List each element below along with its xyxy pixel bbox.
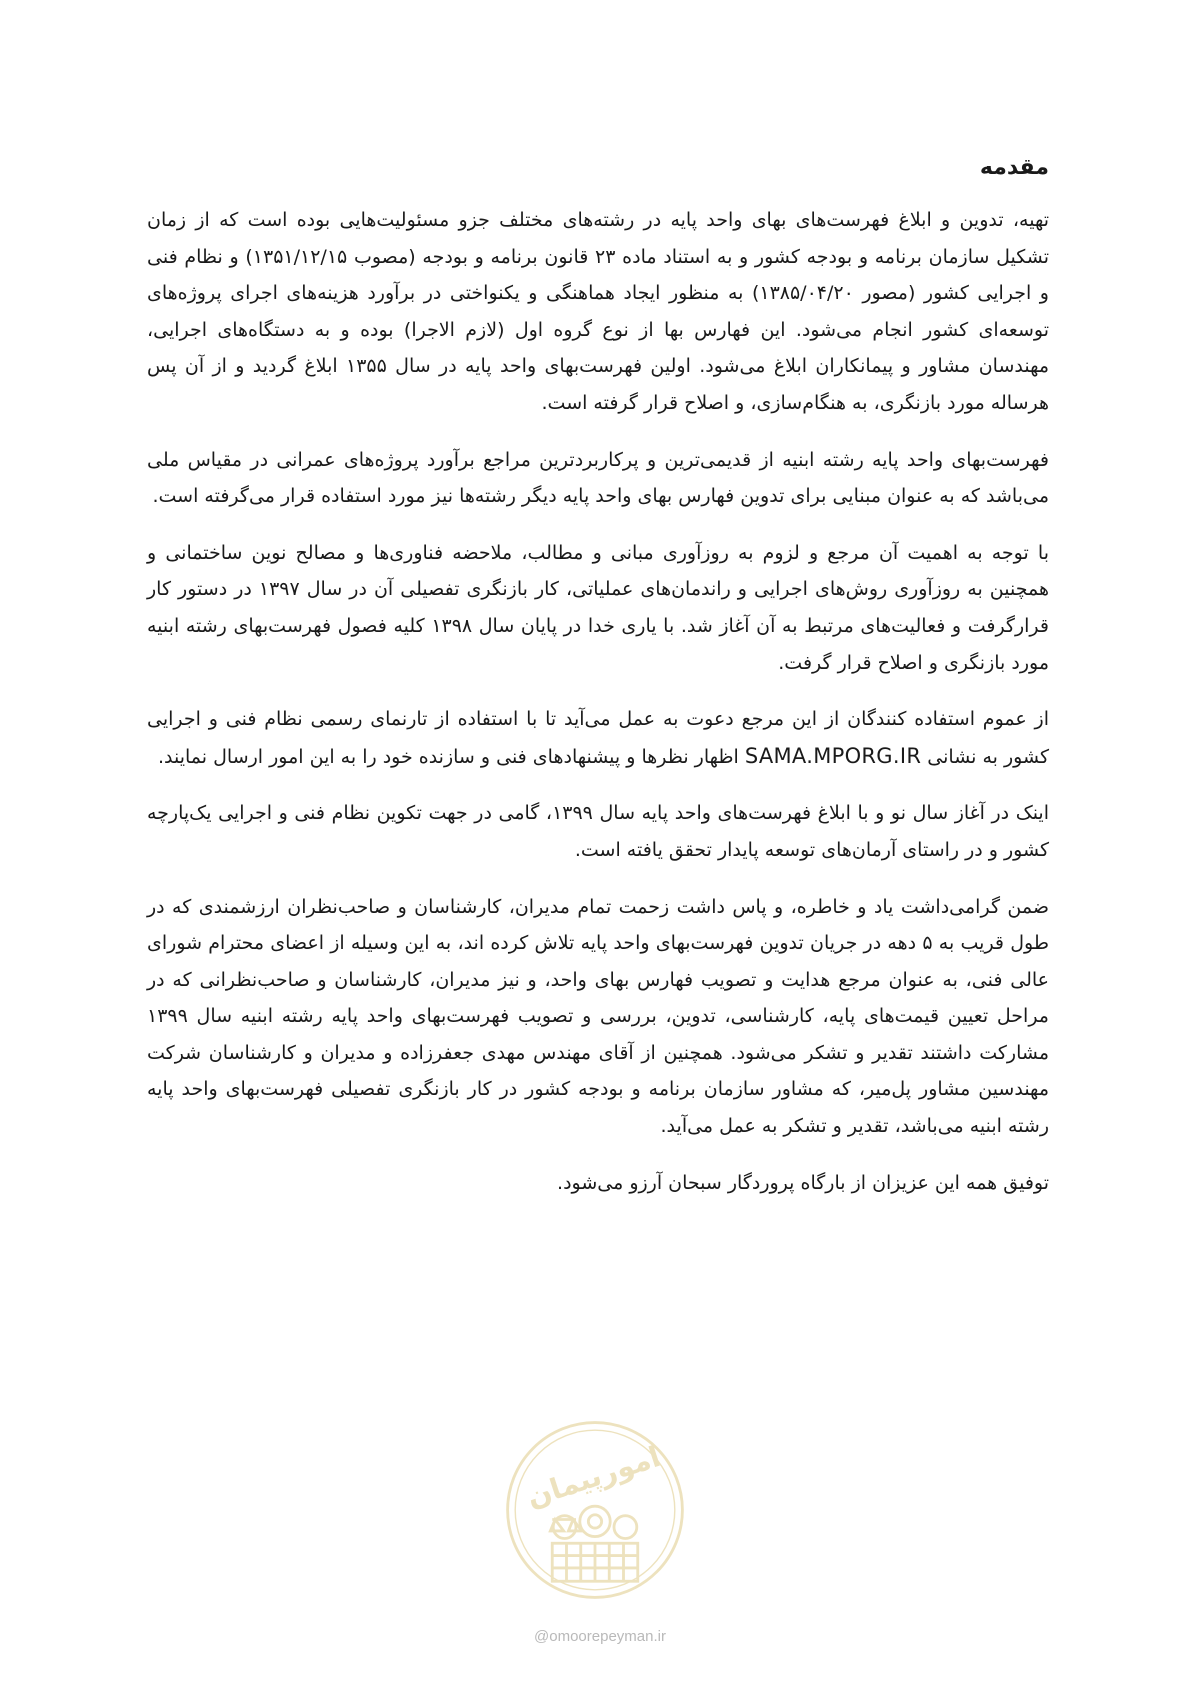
paragraph-feedback [147,701,1049,775]
watermark-url: @omoorepeyman.ir [534,1628,666,1645]
paragraph-intro: تهیه، تدوین و ابلاغ فهرست‌های بهای واحد پایه در رشته‌های مختلف جزو مسئولیت‌هایی بوده است که از زمان تشکیل سازمان برنامه و بودجه کشور و به استناد ماده ۲۳ قانون برنامه و بودجه (مصوب ۱۳۵۱/۱۲/۱۵) و نظام فنی و اجرایی کشور (مصور ۱۳۸۵/۰۴/۲۰) به منظور ایجاد هماهنگی و یکنواختی در برآورد هزینه‌های اجرای پروژه‌های توسعه‌ای کشور انجام می‌شود. این فهارس بها از نوع گروه اول (لازم الاجرا) بوده و به دستگاه‌های اجرایی، مهندسان مشاور و پیمانکاران ابلاغ می‌شود. اولین فهرست‌بهای واحد پایه در سال ۱۳۵۵ ابلاغ گردید و از آن پس هرساله مورد بازنگری، به هنگام‌سازی، و اصلاح قرار گرفته است. [147,209,1050,414]
paragraph-closing: توفیق همه این عزیزان از بارگاه پروردگار سبحان آرزو می‌شود. [557,1171,1049,1194]
paragraph-abnieh: فهرست‌بهای واحد پایه رشته ابنیه از قدیمی‌ترین و پرکاربردترین مراجع برآورد پروژه‌های عمرانی در مقیاس ملی می‌باشد که به عنوان مبنایی برای تدوین فهارس بهای واحد پایه دیگر رشته‌ها نیز مورد استفاده قرار می‌گرفته است. [147,448,1049,508]
paragraph-acknowledgement: ضمن گرامی‌داشت یاد و خاطره، و پاس داشت زحمت تمام مدیران، کارشناسان و صاحب‌نظران ارزشمندی که در طول قریب به ۵ دهه در جریان تدوین فهرست‌بهای واحد پایه تلاش کرده اند، به این وسیله از اعضای محترام شورای عالی فنی، به عنوان مرجع هدایت و تصویب فهارس بهای واحد، و نیز مدیران، کارشناسان و صاحب‌نظرانی که در مراحل تعیین قیمت‌های پایه، کارشناسی، تدوین، بررسی و تصویب فهرست‌بهای واحد پایه رشته ابنیه سال ۱۳۹۹ مشارکت داشتند تقدیر و تشکر می‌شود. همچنین از آقای مهندس مهدی جعفرزاده و مدیران و کارشناسان شرکت مهندسین مشاور پل‌میر، که مشاور سازمان برنامه و بودجه کشور در کار بازنگری تفصیلی فهرست‌بهای واحد پایه رشته ابنیه می‌باشد، تقدیر و تشکر به عمل می‌آید. [147,895,1049,1138]
paragraph-revision: با توجه به اهمیت آن مرجع و لزوم به روزآوری مبانی و مطالب، ملاحضه فناوری‌ها و مصالح نوین ساختمانی و همچنین به روزآوری روش‌های اجرایی و راندمان‌های عملیاتی، کار بازنگری تفصیلی آن در سال ۱۳۹۷ در دستور کار قرارگرفت و فعالیت‌های مرتبط به آن آغاز شد. با یاری خدا در پایان سال ۱۳۹۸ کلیه فصول فهرست‌بهای رشته ابنیه مورد بازنگری و اصلاح قرار گرفت. [147,541,1049,674]
feedback-text-before: از عموم استفاده کنندگان از این مرجع دعوت به عمل می‌آید تا با استفاده از تارنمای رسمی نظام فنی و اجرایی کشور به نشانی [147,708,1049,768]
feedback-text-after: اظهار نظرها و پیشنهادهای فنی و سازنده خود را به این امور ارسال نمایند. [157,745,739,768]
svg-text:امورپیمان: امورپیمان [522,1439,665,1515]
paragraph-new-year: اینک در آغاز سال نو و با ابلاغ فهرست‌های واحد پایه سال ۱۳۹۹، گامی در جهت تکوین نظام فنی و اجرایی یک‌پارچه کشور و در راستای آرمان‌های توسعه پایدار تحقق یافته است. [147,802,1049,861]
document-heading: مقدمه [979,155,1049,180]
website-link[interactable]: SAMA.MPORG.IR [744,743,922,768]
watermark-logo [500,1415,690,1605]
document-body [147,148,1049,1221]
